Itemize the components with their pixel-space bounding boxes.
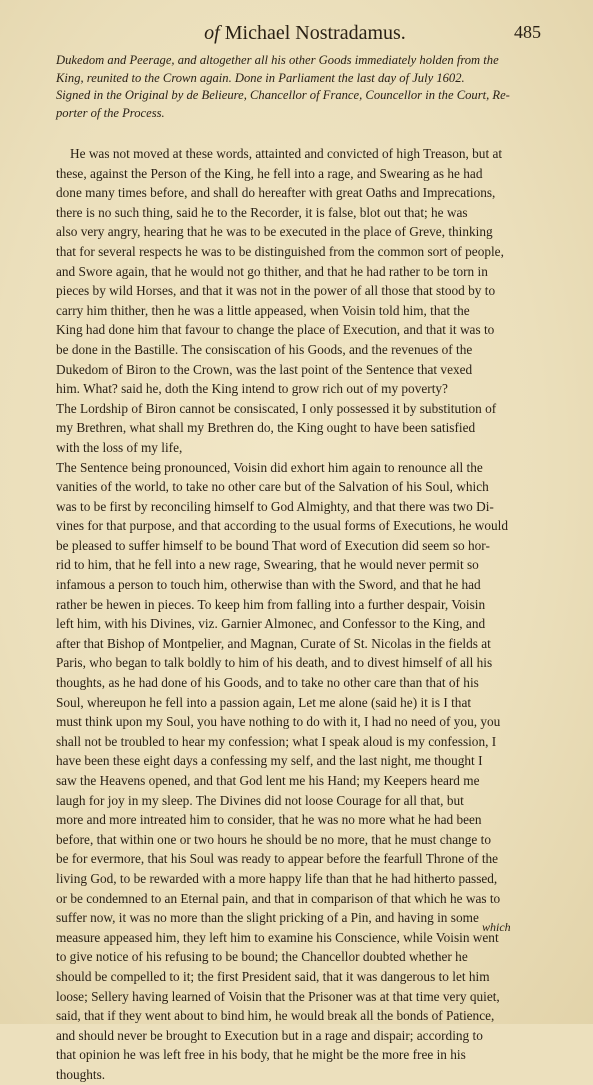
body-line: or be condemned to an Eternal pain, and that in comparison of that which he was to bbox=[56, 890, 501, 906]
body-line: also very angry, hearing that he was to be executed in the place of Greve, thinking bbox=[56, 224, 493, 240]
running-title-name: Michael Nostradamus. bbox=[224, 22, 406, 44]
body-line: laugh for joy in my sleep. The Divines did not loose Courage for all that, but bbox=[56, 792, 464, 808]
page-number: 485 bbox=[514, 22, 541, 42]
body-line: that for several respects he was to be distinguished from the common sort of people, bbox=[56, 243, 504, 259]
page-header bbox=[0, 22, 593, 52]
body-line: pieces by wild Horses, and that it was not in the power of all those that stood by to bbox=[56, 283, 496, 299]
body-line: with the loss of my life, bbox=[56, 439, 183, 455]
body-line: him. What? said he, doth the King intend to grow rich out of my poverty? bbox=[56, 381, 448, 397]
body-line: left him, with his Divines, viz. Garnier Almonec, and Confessor to the King, and bbox=[56, 616, 486, 632]
body-line: The Lordship of Biron cannot be consiscated, I only possessed it by substitution of bbox=[56, 400, 497, 416]
preamble-line: King, reunited to the Crown again. Done in Parliament the last day of July 1602. bbox=[56, 70, 465, 85]
body-line: done many times before, and shall do hereafter with great Oaths and Imprecations, bbox=[56, 185, 496, 201]
running-title-of: of bbox=[204, 22, 220, 44]
body-line: my Brethren, what shall my Brethren do, the King ought to have been satisfied bbox=[56, 420, 476, 436]
sentence-preamble bbox=[56, 52, 552, 122]
body-line: be pleased to suffer himself to be bound That word of Execution did seem so hor- bbox=[56, 537, 490, 553]
body-line: measure appeased him, they left him to examine his Conscience, while Voisin went bbox=[56, 929, 499, 945]
body-line: must think upon my Soul, you have nothing to do with it, I had no need of you, you bbox=[56, 714, 501, 730]
body-line: to give notice of his refusing to be bound; the Chancellor doubted whether he bbox=[56, 949, 468, 965]
preamble-line: Signed in the Original by de Belieure, Chancellor of France, Councellor in the Court, Re- bbox=[56, 88, 510, 102]
body-line: Paris, who began to talk boldly to him of his death, and to divest himself of all his bbox=[56, 655, 493, 671]
body-line: should be compelled to it; the first President said, that it was dangerous to let him bbox=[56, 968, 490, 984]
body-line: Soul, whereupon he fell into a passion again, Let me alone (said he) it is I that bbox=[56, 694, 472, 710]
body-line: living God, to be rewarded with a more happy life than that he had hitherto passed, bbox=[56, 870, 498, 886]
body-line: saw the Heavens opened, and that God lent me his Hand; my Keepers heard me bbox=[56, 773, 480, 788]
body-line: before, that within one or two hours he should be no more, that he must change to bbox=[56, 831, 492, 847]
body-line: said, that if they went about to bind him, he would break all the bonds of Patience, bbox=[56, 1008, 495, 1024]
body-line: thoughts. bbox=[56, 1066, 106, 1082]
body-line: vines for that purpose, and that according to the usual forms of Executions, he would bbox=[56, 518, 508, 534]
running-title bbox=[160, 22, 450, 45]
body-line: be for evermore, that his Soul was ready to appear before the fearfull Throne of the bbox=[56, 851, 499, 867]
body-text bbox=[56, 144, 552, 1085]
body-line: and Swore again, that he would not go thither, and that he had rather to be torn in bbox=[56, 263, 488, 279]
body-line: have been these eight days a confessing my self, and the last night, me thought I bbox=[56, 753, 483, 769]
preamble-line: Dukedom and Peerage, and altogether all his other Goods immediately holden from the bbox=[56, 53, 499, 67]
body-line: shall not be troubled to hear my confession; what I speak aloud is my confession, I bbox=[56, 733, 497, 749]
body-line: King had done him that favour to change the place of Execution, and that it was to bbox=[56, 322, 495, 338]
body-line: be done in the Bastille. The consiscation of his Goods, and the revenues of the bbox=[56, 341, 473, 357]
body-line: loose; Sellery having learned of Voisin that the Prisoner was at that time very quiet, bbox=[56, 988, 500, 1004]
preamble-line: porter of the Process. bbox=[56, 105, 165, 120]
body-line: vanities of the world, to take no other care but of the Salvation of his Soul, which bbox=[56, 479, 489, 495]
body-line: infamous a person to touch him, otherwise than with the Sword, and that he had bbox=[56, 577, 481, 593]
body-line: suffer now, it was no more than the slight pricking of a Pin, and having in some bbox=[56, 910, 479, 926]
body-line: there is no such thing, said he to the Recorder, it is false, blot out that; he was bbox=[56, 204, 468, 220]
body-line: He was not moved at these words, attainted and convicted of high Treason, but at bbox=[70, 146, 503, 161]
body-line: and should never be brought to Execution but in a rage and dispair; according to bbox=[56, 1027, 483, 1043]
body-line: after that Bishop of Montpelier, and Magnan, Curate of St. Nicolas in the fields at bbox=[56, 635, 491, 651]
body-line: carry him thither, then he was a little appeased, when Voisin told him, that the bbox=[56, 302, 470, 318]
body-line: The Sentence being pronounced, Voisin did exhort him again to renounce all the bbox=[56, 459, 483, 475]
body-line: these, against the Person of the King, he fell into a rage, and Swearing as he had bbox=[56, 165, 483, 181]
catchword: which bbox=[482, 920, 511, 934]
body-line: rid to him, that he fell into a new rage, Swearing, that he would never permit so bbox=[56, 557, 479, 573]
body-line: more and more intreated him to consider, that he was no more what he had been bbox=[56, 812, 482, 828]
body-line: that opinion he was left free in his body, that he might be the more free in his bbox=[56, 1047, 466, 1063]
body-line: Dukedom of Biron to the Crown, was the last point of the Sentence that vexed bbox=[56, 361, 473, 377]
body-line: rather be hewen in pieces. To keep him from falling into a further despair, Voisin bbox=[56, 596, 486, 612]
body-line: thoughts, as he had done of his Goods, and to take no other care than that of his bbox=[56, 675, 479, 691]
body-line: was to be first by reconciling himself to God Almighty, and that there was two Di- bbox=[56, 498, 494, 514]
